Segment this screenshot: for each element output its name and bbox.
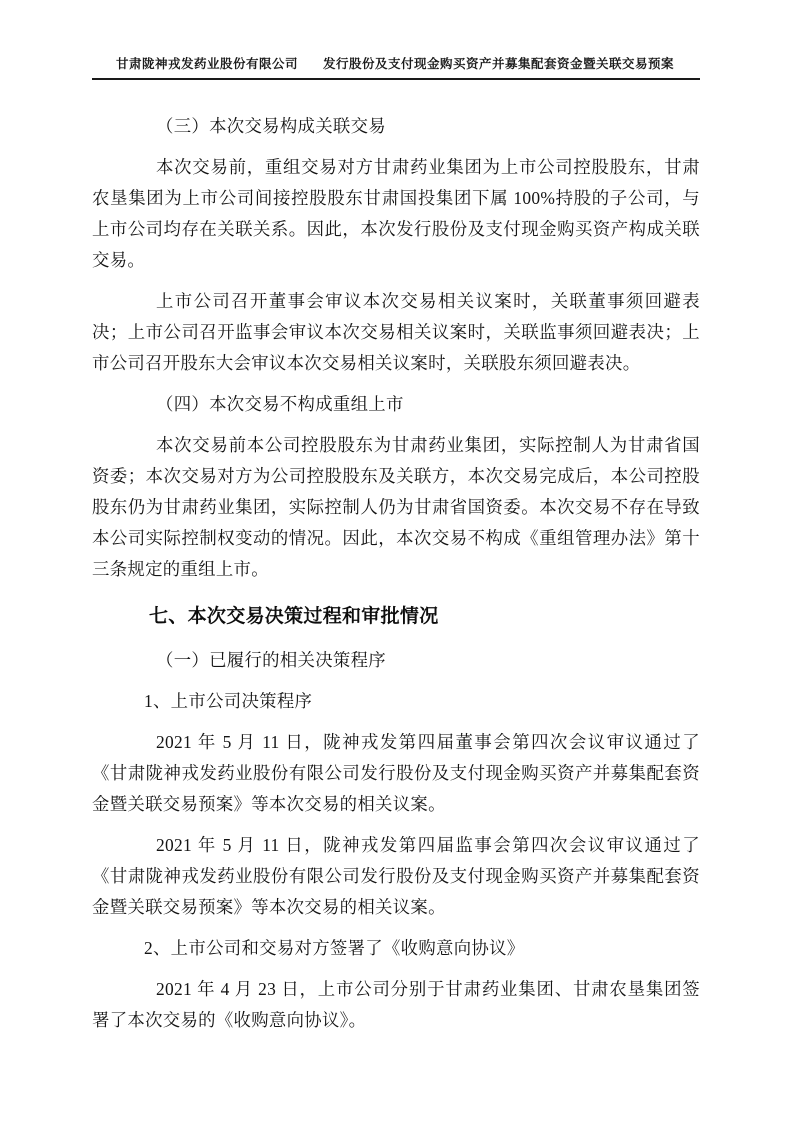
- para-supervisory-board-approval: 2021 年 5 月 11 日，陇神戎发第四届监事会第四次会议审议通过了《甘肃陇神戎发药业股份有限公司发行股份及支付现金购买资产并募集配套资金暨关联交易预案》等本次交易的相关议案。: [92, 835, 700, 917]
- para-board-approval: 2021 年 5 月 11 日，陇神戎发第四届董事会第四次会议审议通过了《甘肃陇神戎发药业股份有限公司发行股份及支付现金购买资产并募集配套资金暨关联交易预案》等本次交易的相关议案。: [92, 732, 700, 814]
- page-header-text: [116, 54, 700, 72]
- para-no-restructuring-listing: 本次交易前本公司控股股东为甘肃药业集团，实际控制人为甘肃省国资委；本次交易对方为公司控股股东及关联方，本次交易完成后，本公司控股股东仍为甘肃药业集团，实际控制人仍为甘肃省国资委。本次交易不存在导致本公司实际控制权变动的情况。因此，本次交易不构成《重组管理办法》第十三条规定的重组上市。: [92, 435, 700, 579]
- heading-section-1: （一）已履行的相关决策程序: [156, 650, 386, 670]
- page-header: [92, 54, 700, 80]
- header-company-name: 甘肃陇神戎发药业股份有限公司: [116, 57, 299, 71]
- para-acquisition-intent-agreement: 2021 年 4 月 23 日，上市公司分别于甘肃药业集团、甘肃农垦集团签署了本次交易的《收购意向协议》。: [92, 979, 700, 1030]
- heading-item-2: 2、上市公司和交易对方签署了《收购意向协议》: [144, 938, 525, 958]
- para-voting-recusal: 上市公司召开董事会审议本次交易相关议案时，关联董事须回避表决；上市公司召开监事会审议本次交易相关议案时，关联监事须回避表决；上市公司召开股东大会审议本次交易相关议案时，关联股东须回避表决。: [92, 291, 700, 373]
- heading-chapter-7: 七、本次交易决策过程和审批情况: [149, 606, 439, 627]
- document-body: [92, 80, 700, 1036]
- para-related-party-basis: 本次交易前，重组交易对方甘肃药业集团为上市公司控股股东，甘肃农垦集团为上市公司间接控股股东甘肃国投集团下属 100%持股的子公司，与上市公司均存在关联关系。因此，本次发行股份及支付现金购买资产构成关联交易。: [92, 157, 700, 270]
- heading-section-3: （三）本次交易构成关联交易: [156, 116, 386, 136]
- header-document-title: 发行股份及支付现金购买资产并募集配套资金暨关联交易预案: [323, 57, 675, 71]
- heading-section-4: （四）本次交易不构成重组上市: [156, 394, 404, 414]
- heading-item-1: 1、上市公司决策程序: [144, 691, 313, 711]
